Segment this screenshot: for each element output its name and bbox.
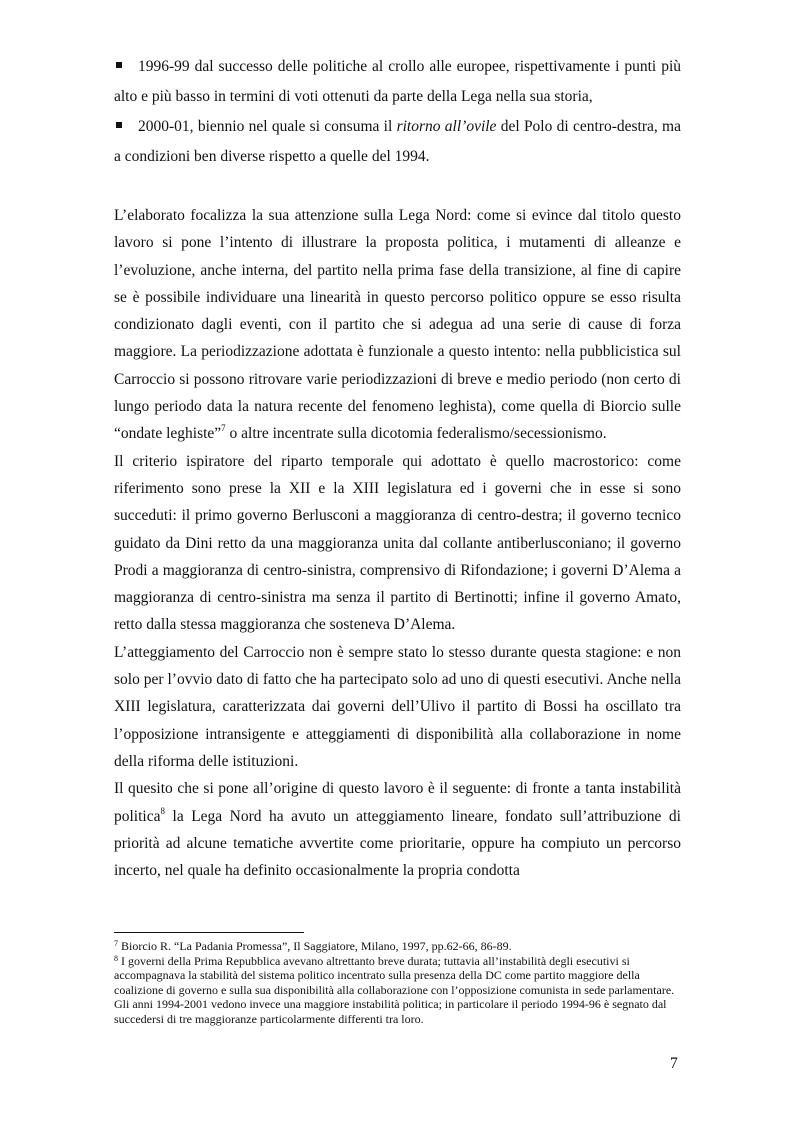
footnote-text: Biorcio R. “La Padania Promessa”, Il Saggiatore, Milano, 1997, pp.62-66, 86-89.: [118, 939, 512, 953]
paragraph-text: L’elaborato focalizza la sua attenzione sulla Lega Nord: come si evince dal titolo questo lavoro si pone l’intento di illustrare la proposta politica, i mutamenti di alleanze e l’evoluzione, anche interna, del partito nella prima fase della transizione, al fine di capire se è possibile individuare una linearità in questo percorso politico oppure se esso risulta condizionato dagli eventi, con il partito che si adegua ad una serie di cause di forza maggiore. La periodizzazione adottata è funzionale a questo intento: nella pubblicistica sul Carroccio si possono ritrovare varie periodizzazioni di breve e medio periodo (non certo di lungo periodo data la natura recente del fenomeno leghista), come quella di Biorcio sulle “ondate leghiste”: [114, 207, 681, 443]
paragraph-elaborato: [114, 202, 681, 448]
bullet-item-1996-99: [114, 52, 681, 112]
paragraph-criterio: Il criterio ispiratore del riparto temporale qui adottato è quello macrostorico: come riferimento sono prese la XII e la XIII legislatura ed i governi che in esse si sono succeduti: il primo governo Berlusconi a maggioranza di centro-destra; il governo tecnico guidato da Dini retto da una maggioranza unita dal collante antiberlusconiano; il governo Prodi a maggioranza di centro-sinistra, comprensivo di Rifondazione; i governi D’Alema a maggioranza di centro-sinistra ma senza il partito di Bertinotti; infine il governo Amato, retto dalla stessa maggioranza che sosteneva D’Alema.: [114, 452, 681, 634]
page-number: 7: [670, 1055, 678, 1072]
square-bullet-icon: [116, 62, 122, 68]
bullet-text: 1996-99 dal successo delle politiche al crollo alle europee, rispettivamente i punti più alto e più basso in termini di voti ottenuti da parte della Lega nella sua storia,: [114, 58, 681, 105]
footnote-ref-8: 8: [160, 805, 165, 816]
bullet-list: [114, 52, 681, 172]
bullet-text-italic: ritorno all’ovile: [396, 118, 497, 135]
square-bullet-icon: [116, 122, 122, 128]
page-body: [114, 52, 681, 884]
footnote-number: 7: [114, 939, 118, 948]
footnote-text: I governi della Prima Repubblica avevano altrettanto breve durata; tuttavia all’instabilità degli esecutivi si accompagnava la stabilità del sistema politico incentrato sulla presenza della DC come partito maggiore della coalizione di governo e sulla sua disponibilità alla collaborazione con l’opposizione comunista in sede parlamentare. Gli anni 1994-2001 vedono invece una maggiore instabilità politica; in particolare il periodo 1994-96 è segnato dal succedersi di tre maggioranze particolarmente differenti tra loro.: [114, 953, 675, 1026]
paragraph-quesito: [114, 775, 681, 884]
footnote-ref-7: 7: [221, 423, 226, 434]
bullet-text-pre: 2000-01, biennio nel quale si consuma il: [138, 118, 397, 135]
footnote-divider: [114, 932, 304, 933]
bullet-text-post: del Polo di centro-destra, ma a condizioni ben diverse rispetto a quelle del 1994.: [114, 118, 681, 165]
footnote-8: [114, 954, 689, 1027]
bullet-item-2000-01: [114, 112, 681, 172]
paragraph-text: o altre incentrate sulla dicotomia federalismo/secessionismo.: [225, 425, 607, 443]
footnote-7: [114, 939, 689, 954]
footnote-number: 8: [114, 953, 118, 963]
paragraph-gap: [114, 172, 681, 202]
paragraph-atteggiamento: L’atteggiamento del Carroccio non è sempre stato lo stesso durante questa stagione: e non solo per l’ovvio dato di fatto che ha partecipato solo ad uno di questi esecutivi. Anche nella XIII legislatura, caratterizzata dai governi dell’Ulivo il partito di Bossi ha oscillato tra l’opposizione intransigente e atteggiamenti di disponibilità alla collaborazione in nome della riforma delle istituzioni.: [114, 643, 681, 770]
footnotes: [114, 939, 689, 1027]
paragraph-text: la Lega Nord ha avuto un atteggiamento lineare, fondato sull’attribuzione di priorità ad alcune tematiche avvertite come prioritarie, oppure ha compiuto un percorso incerto, nel quale ha definito occasionalmente la propria condotta: [114, 807, 681, 880]
paragraph-text: Il quesito che si pone all’origine di questo lavoro è il seguente: di fronte a tanta instabilità politica: [114, 780, 681, 825]
